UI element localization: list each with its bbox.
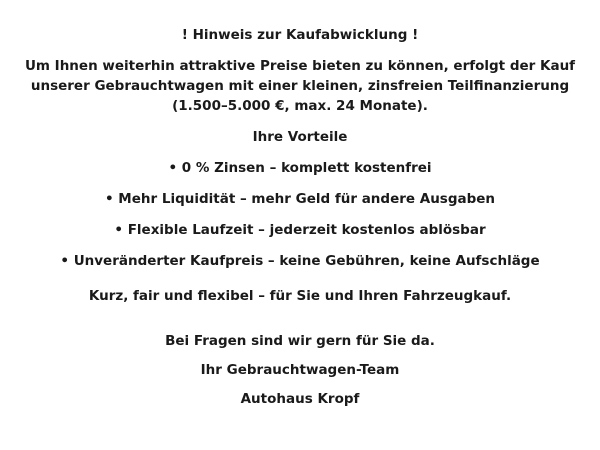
intro-paragraph: Um Ihnen weiterhin attraktive Preise bieten zu können, erfolgt der Kauf unserer Gebrauchtwagen mit einer kleinen, zinsfreien Teilfinanzierung (1.500–5.000 €, max. 24 Monate). [24, 58, 576, 114]
summary-line: Kurz, fair und flexibel – für Sie und Ihren Fahrzeugkauf. [88, 288, 512, 304]
company-name: Autohaus Kropf [240, 391, 360, 407]
benefit-item: • 0 % Zinsen – komplett kostenfrei [168, 160, 432, 176]
benefit-item: • Mehr Liquidität – mehr Geld für andere Ausgaben [104, 191, 496, 207]
closing-block [8, 332, 592, 409]
benefits-heading: Ihre Vorteile [252, 129, 348, 145]
closing-line: Bei Fragen sind wir gern für Sie da. [165, 333, 435, 349]
benefit-item: • Unveränderter Kaufpreis – keine Gebühren, keine Aufschläge [60, 253, 540, 269]
closing-line: Ihr Gebrauchtwagen-Team [200, 362, 400, 378]
benefit-item: • Flexible Laufzeit – jederzeit kostenlos ablösbar [114, 222, 486, 238]
document-headline: ! Hinweis zur Kaufabwicklung ! [181, 27, 419, 43]
